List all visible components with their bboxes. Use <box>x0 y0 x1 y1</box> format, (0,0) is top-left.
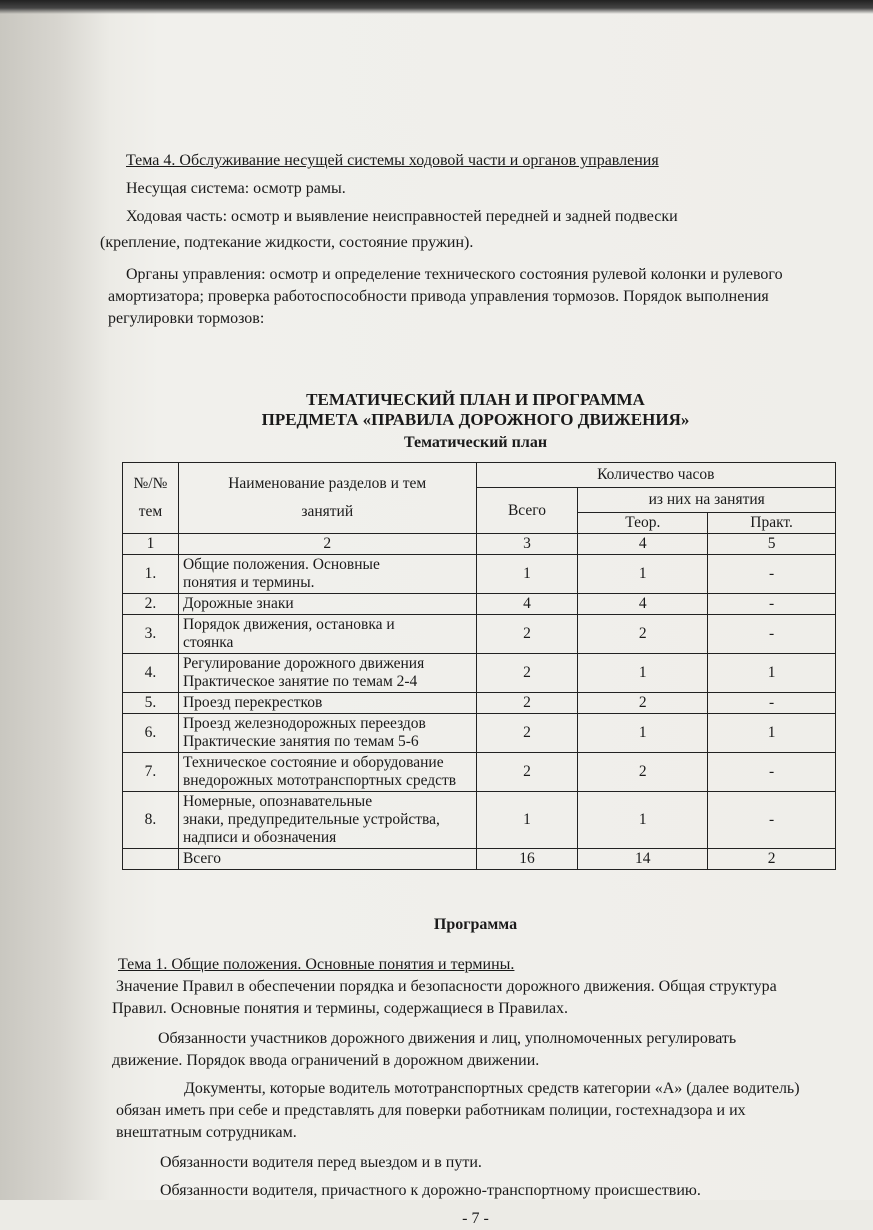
row-practice: - <box>708 555 836 594</box>
header-total: Всего <box>476 488 578 534</box>
row-name-line: стоянка <box>182 634 234 651</box>
table-total-row <box>123 849 836 870</box>
row-num: 3. <box>123 615 179 654</box>
topic4-paragraph-3c: регулировки тормозов: <box>108 310 265 327</box>
table-row <box>123 753 836 792</box>
row-name-line: Общие положения. Основные <box>182 556 380 573</box>
row-total: 2 <box>476 714 578 753</box>
row-practice: - <box>708 792 836 849</box>
row-name <box>178 555 476 594</box>
row-name-line: Практические занятия по темам 5-6 <box>182 733 419 750</box>
program-t1-p2b: движение. Порядок ввода ограничений в дорожном движении. <box>112 1052 540 1069</box>
header-theory: Теор. <box>578 513 708 534</box>
header-num <box>123 463 179 534</box>
row-total: 1 <box>476 555 578 594</box>
header-num-line-2: тем <box>138 503 163 520</box>
row-theory: 4 <box>578 594 708 615</box>
thematic-plan-table <box>122 462 836 870</box>
row-practice: - <box>708 594 836 615</box>
row-name-line: Проезд перекрестков <box>182 694 323 711</box>
header-name-line-2: занятий <box>301 503 354 520</box>
program-t1-p3b: обязан иметь при себе и представлять для поверки работникам полиции, гостехнадзора и их <box>116 1102 746 1119</box>
table-row <box>123 594 836 615</box>
row-num: 6. <box>123 714 179 753</box>
row-num: 2. <box>123 594 179 615</box>
row-total: 2 <box>476 753 578 792</box>
table-header-row <box>123 463 836 488</box>
total-row-total: 16 <box>476 849 578 870</box>
row-name <box>178 615 476 654</box>
header-name <box>178 463 476 534</box>
table-row <box>123 792 836 849</box>
row-theory: 1 <box>578 654 708 693</box>
row-theory: 1 <box>578 714 708 753</box>
table-column-number-row <box>123 534 836 555</box>
row-name-line: Порядок движения, остановка и <box>182 616 395 633</box>
row-name-line: Техническое состояние и оборудование <box>182 754 444 771</box>
row-theory: 1 <box>578 792 708 849</box>
page-content <box>100 150 833 1230</box>
total-row-practice: 2 <box>708 849 836 870</box>
row-total: 4 <box>476 594 578 615</box>
row-name <box>178 714 476 753</box>
row-theory: 2 <box>578 753 708 792</box>
header-practice: Практ. <box>708 513 836 534</box>
row-num: 7. <box>123 753 179 792</box>
program-t1-p1b: Правил. Основные понятия и термины, содержащиеся в Правилах. <box>112 1000 569 1017</box>
column-number: 5 <box>708 534 836 555</box>
row-name <box>178 792 476 849</box>
topic4-paragraph-1: Несущая система: осмотр рамы. <box>126 180 346 197</box>
scan-edge-shadow <box>0 0 873 14</box>
program-t1-p2a: Обязанности участников дорожного движения и лиц, уполномоченных регулировать <box>158 1030 737 1047</box>
row-name <box>178 693 476 714</box>
header-of-them: из них на занятия <box>578 488 836 513</box>
topic4-paragraph-3a: Органы управления: осмотр и определение технического состояния рулевой колонки и рулевого <box>126 266 783 283</box>
topic4-paragraph-2b: (крепление, подтекание жидкости, состояние пружин). <box>100 234 474 251</box>
row-total: 2 <box>476 654 578 693</box>
row-name-line: Практическое занятие по темам 2-4 <box>182 673 418 690</box>
row-practice: 1 <box>708 714 836 753</box>
row-total: 2 <box>476 615 578 654</box>
row-total: 2 <box>476 693 578 714</box>
table-row <box>123 654 836 693</box>
row-name-line: Регулирование дорожного движения <box>182 655 425 672</box>
table-row <box>123 714 836 753</box>
row-name-line: Номерные, опознавательные <box>182 793 373 810</box>
plan-title-line-1: ТЕМАТИЧЕСКИЙ ПЛАН И ПРОГРАММА <box>306 390 645 409</box>
row-name-line: Дорожные знаки <box>182 595 294 612</box>
row-num: 4. <box>123 654 179 693</box>
row-name-line: внедорожных мототранспортных средств <box>182 772 457 789</box>
row-name-line: знаки, предупредительные устройства, <box>182 811 440 828</box>
table-row <box>123 555 836 594</box>
header-num-line-1: №/№ <box>133 475 168 492</box>
plan-title-line-2: ПРЕДМЕТА «ПРАВИЛА ДОРОЖНОГО ДВИЖЕНИЯ» <box>261 410 690 429</box>
row-num: 5. <box>123 693 179 714</box>
plan-title <box>118 390 833 430</box>
plan-subtitle: Тематический план <box>403 434 548 451</box>
row-name-line: понятия и термины. <box>182 574 315 591</box>
row-practice: - <box>708 753 836 792</box>
program-t1-p3a: Документы, которые водитель мототранспортных средств категории «А» (далее водитель) <box>184 1080 800 1097</box>
table-row <box>123 615 836 654</box>
topic4-heading: Тема 4. Обслуживание несущей системы ходовой части и органов управления <box>126 152 659 169</box>
total-row-theory: 14 <box>578 849 708 870</box>
topic4-paragraph-3b: амортизатора; проверка работоспособности привода управления тормозов. Порядок выполнения <box>108 288 769 305</box>
column-number: 2 <box>178 534 476 555</box>
row-num: 8. <box>123 792 179 849</box>
row-name <box>178 753 476 792</box>
row-practice: 1 <box>708 654 836 693</box>
row-theory: 1 <box>578 555 708 594</box>
program-t1-p4: Обязанности водителя перед выездом и в пути. <box>160 1154 482 1171</box>
header-name-line-1: Наименование разделов и тем <box>228 475 427 492</box>
row-practice: - <box>708 615 836 654</box>
row-name <box>178 594 476 615</box>
program-title: Программа <box>433 916 518 933</box>
program-t1-p5: Обязанности водителя, причастного к дорожно-транспортному происшествию. <box>160 1182 701 1199</box>
row-theory: 2 <box>578 693 708 714</box>
row-total: 1 <box>476 792 578 849</box>
program-topic1-heading: Тема 1. Общие положения. Основные понятия и термины. <box>118 956 515 973</box>
row-name-line: надписи и обозначения <box>182 829 337 846</box>
column-number: 3 <box>476 534 578 555</box>
table-row <box>123 693 836 714</box>
program-t1-p3c: внештатным сотрудникам. <box>116 1124 297 1141</box>
column-number: 4 <box>578 534 708 555</box>
row-num: 1. <box>123 555 179 594</box>
program-t1-p1a: Значение Правил в обеспечении порядка и безопасности дорожного движения. Общая структура <box>116 978 777 995</box>
row-name-line: Проезд железнодорожных переездов <box>182 715 426 732</box>
page-number: - 7 - <box>462 1210 489 1227</box>
column-number: 1 <box>123 534 179 555</box>
header-hours: Количество часов <box>476 463 835 488</box>
topic4-paragraph-2a: Ходовая часть: осмотр и выявление неисправностей передней и задней подвески <box>126 208 678 225</box>
row-name <box>178 654 476 693</box>
total-row-label: Всего <box>178 849 476 870</box>
row-theory: 2 <box>578 615 708 654</box>
row-practice: - <box>708 693 836 714</box>
total-row-spacer <box>123 849 179 870</box>
